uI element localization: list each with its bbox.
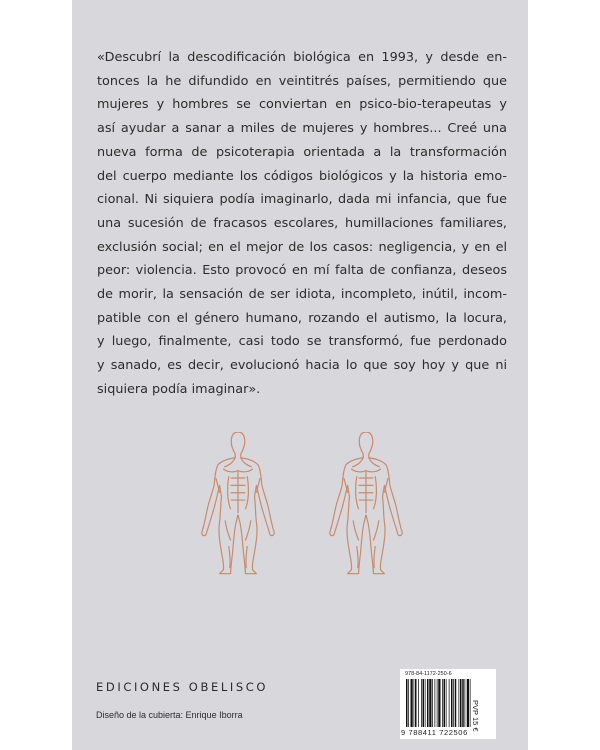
- blurb-line: patible con el género humano, rozando el autismo, la locura,: [97, 310, 507, 326]
- blurb-line: «Descubrí la descodificación biológica en 1993, y desde en-: [97, 50, 507, 65]
- blurb-line: una sucesión de fracasos escolares, humillaciones familiares,: [97, 215, 507, 231]
- back-figure: [330, 432, 402, 574]
- blurb-line: siquiera podía imaginar».: [97, 381, 261, 397]
- blurb-line: mujeres y hombres se conviertan en psico-bio-terapeutas y: [97, 97, 507, 113]
- publisher-name: EDICIONES OBELISCO: [96, 680, 268, 694]
- blurb-line: así ayudar a sanar a miles de mujeres y hombres... Creé una: [97, 121, 507, 137]
- cover-design-credit: Diseño de la cubierta: Enrique Iborra: [96, 710, 243, 720]
- blurb-line: tonces la he difundido en veintitrés países, permitiendo que: [97, 73, 507, 89]
- blurb-line: exclusión social; en el mejor de los casos: negligencia, y en el: [97, 239, 507, 255]
- barcode-digits: 9 788411 722506: [401, 728, 468, 737]
- price-label: PVP 15 €: [471, 700, 480, 732]
- blurb-quote: [97, 46, 507, 402]
- blurb-line: cional. Ni siquiera podía imaginarlo, dada mi infancia, que fue: [97, 192, 507, 208]
- anatomy-figures-illustration: [190, 432, 430, 582]
- blurb-line: del cuerpo mediante los códigos biológicos y la historia emo-: [97, 168, 507, 184]
- front-figure: [202, 432, 274, 574]
- blurb-line: peor: violencia. Esto provocó en mí falta de confianza, deseos: [97, 263, 507, 279]
- blurb-line: nueva forma de psicoterapia orientada a la transformación: [97, 144, 507, 160]
- blurb-line: y sanado, es decir, evolucionó hacia lo que soy hoy y que ni: [97, 358, 507, 374]
- isbn-number: 978-84-1172-250-6: [405, 671, 452, 677]
- blurb-line: y luego, finalmente, casi todo se transformó, fue perdonado: [97, 334, 507, 350]
- blurb-line: de morir, la sensación de ser idiota, incompleto, inútil, incom-: [97, 287, 507, 303]
